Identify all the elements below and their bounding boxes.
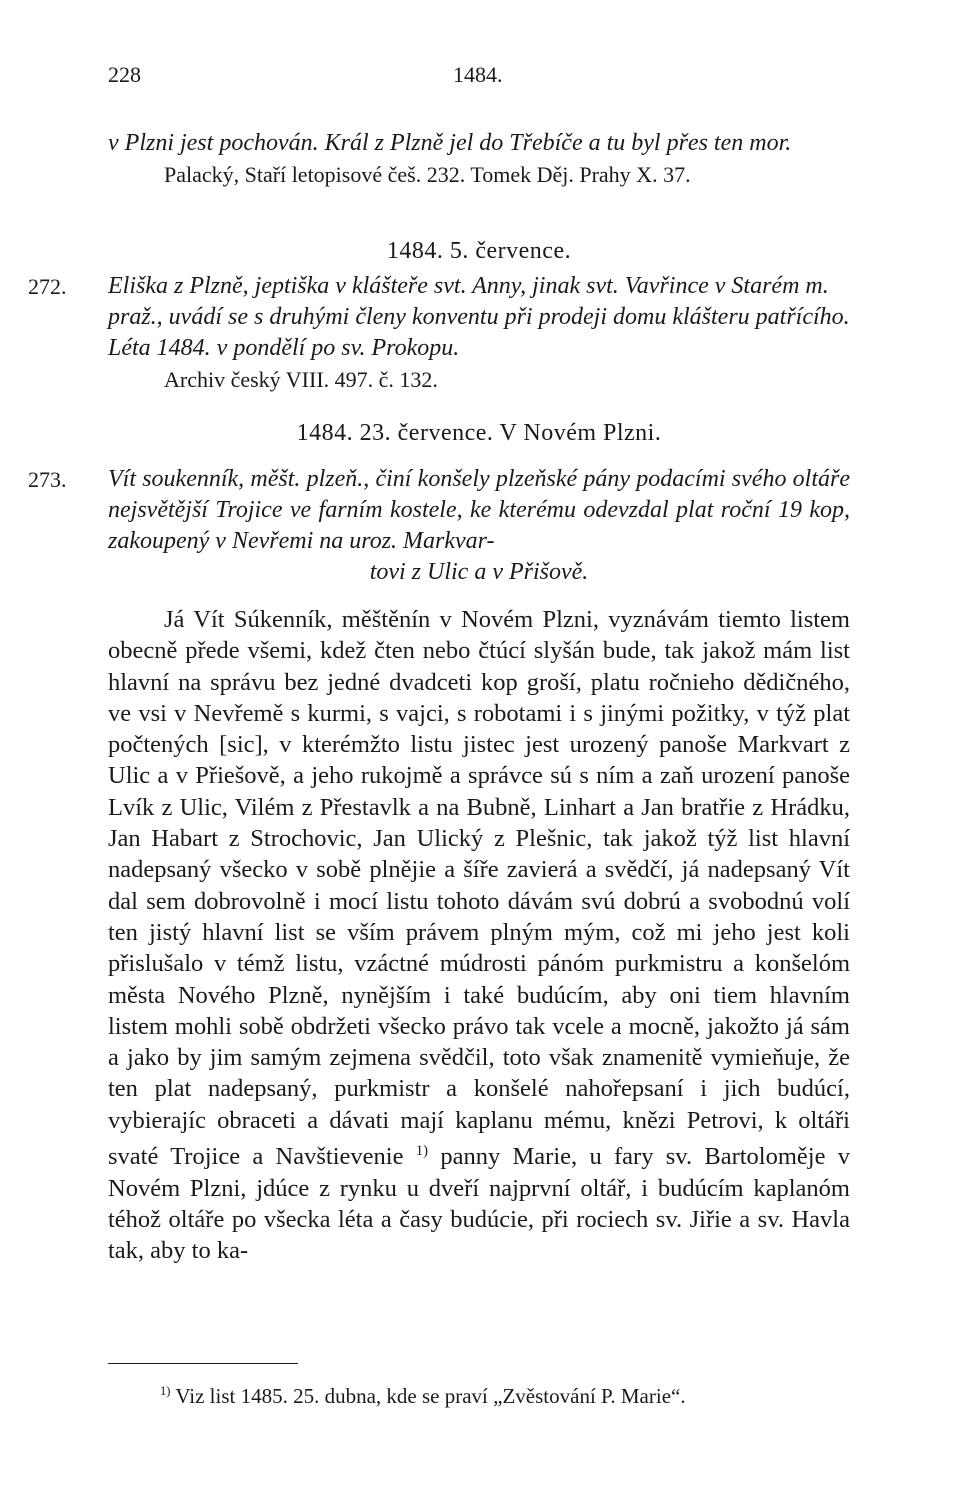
entry-273-summary	[28, 464, 850, 588]
entry-273-number: 273.	[28, 467, 67, 492]
body-text-after-note: panny Marie, u fary sv. Bartoloměje v Novém Plzni, jdúce z rynku u dveří najprvní oltář, i budúcím kaplanóm téhož oltáře po všecka léta a časy budúcie, při rociech sv. Jiřie a sv. Havla tak, aby to ka-	[108, 1143, 851, 1265]
entry-273-text-part2: tovi z Ulic a v Přišově.	[369, 559, 589, 585]
page-number: 228	[108, 62, 141, 87]
previous-entry	[108, 128, 850, 190]
entry-272-date: 1484. 5. července.	[386, 238, 572, 264]
entry-272-source: Archiv český VIII. 497. č. 132.	[164, 367, 438, 392]
previous-entry-text: v Plzni jest pochován. Král z Plzně jel do Třebíče a tu byl přes ten mor.	[108, 130, 792, 156]
previous-entry-source: Palacký, Staří letopisové češ. 232. Tomek Děj. Prahy X. 37.	[164, 162, 691, 187]
page-header	[108, 62, 848, 92]
entry-273-date: 1484. 23. července. V Novém Plzni.	[296, 420, 662, 446]
entry-272	[28, 271, 850, 395]
entry-273-body	[108, 604, 850, 1266]
footnote-divider	[108, 1363, 298, 1364]
entry-272-number: 272.	[28, 274, 67, 299]
entry-273-text-part1: Vít soukenník, měšt. plzeň., činí konšely plzeňské pány podacími svého oltáře nejsvětější Trojice ve farním kostele, ke kterému odevzdal plat roční 19 kop, zakoupený v Nevřemi na uroz. Markvar-	[108, 466, 850, 554]
footnote-marker: 1)	[160, 1384, 171, 1398]
footnote-text: Viz list 1485. 25. dubna, kde se praví „Zvěstování P. Marie“.	[175, 1384, 686, 1408]
footnote-reference: 1)	[415, 1143, 429, 1160]
body-text-before-note: Já Vít Súkenník, měštěnín v Novém Plzni, vyznávám tiemto listem obecně přede všemi, kdež čten nebo čtúcí slyšán bude, tak jakož mám list hlavní na správu bez jedné dvadceti kop groší, platu ročnieho dědičného, ve vsi v Nevřemě s kurmi, s vajci, s robotami i s jinými požitky, v týž plat počtených [sic], v kterémžto listu jistec jest urozený panoše Markvart z Ulic a v Přiešově, a jeho rukojmě a správce sú s ním a zaň urození panoše Lvík z Ulic, Vilém z Přestavlk a na Bubně, Linhart a Jan bratřie z Hrádku, Jan Habart z Strochovic, Jan Ulický z Plešnic, tak jakož týž list hlavní nadepsaný všecko v sobě plnějie a šíře zavierá a svědčí, já nadepsaný Vít dal sem dobrovolně i mocí listu tohoto dávám svú dobrú a svobodnú volí ten jistý hlavní list se vším právem plným mým, což mi jeho jest koli přislušalo v témž listu, vzáctné múdrosti pánóm purkmistru a konšelóm města Nového Plzně, nynějším i také budúcím, aby oni tiem hlavním listem mohli sobě obdržeti všecko právo tak vcele a mocně, jakožto já sám a jako by jim samým zejmena svědčil, toto však znamenitě vymieňuje, že ten plat nadepsaný, purkmistr a konšelé nahořepsaní i jich budúcí, vybierajíc obraceti a dávati mají kaplanu mému, knězi Petrovi, k oltáři svaté Trojice a Navštievenie	[108, 606, 850, 1171]
entry-272-text: Eliška z Plzně, jeptiška v klášteře svt. Anny, jinak svt. Vavřince v Starém m. praž., uvádí se s druhými členy konventu při prodeji domu klášteru patřícího. Léta 1484. v pondělí po sv. Prokopu.	[108, 273, 850, 361]
running-year: 1484.	[453, 62, 503, 87]
footnote	[160, 1377, 850, 1410]
